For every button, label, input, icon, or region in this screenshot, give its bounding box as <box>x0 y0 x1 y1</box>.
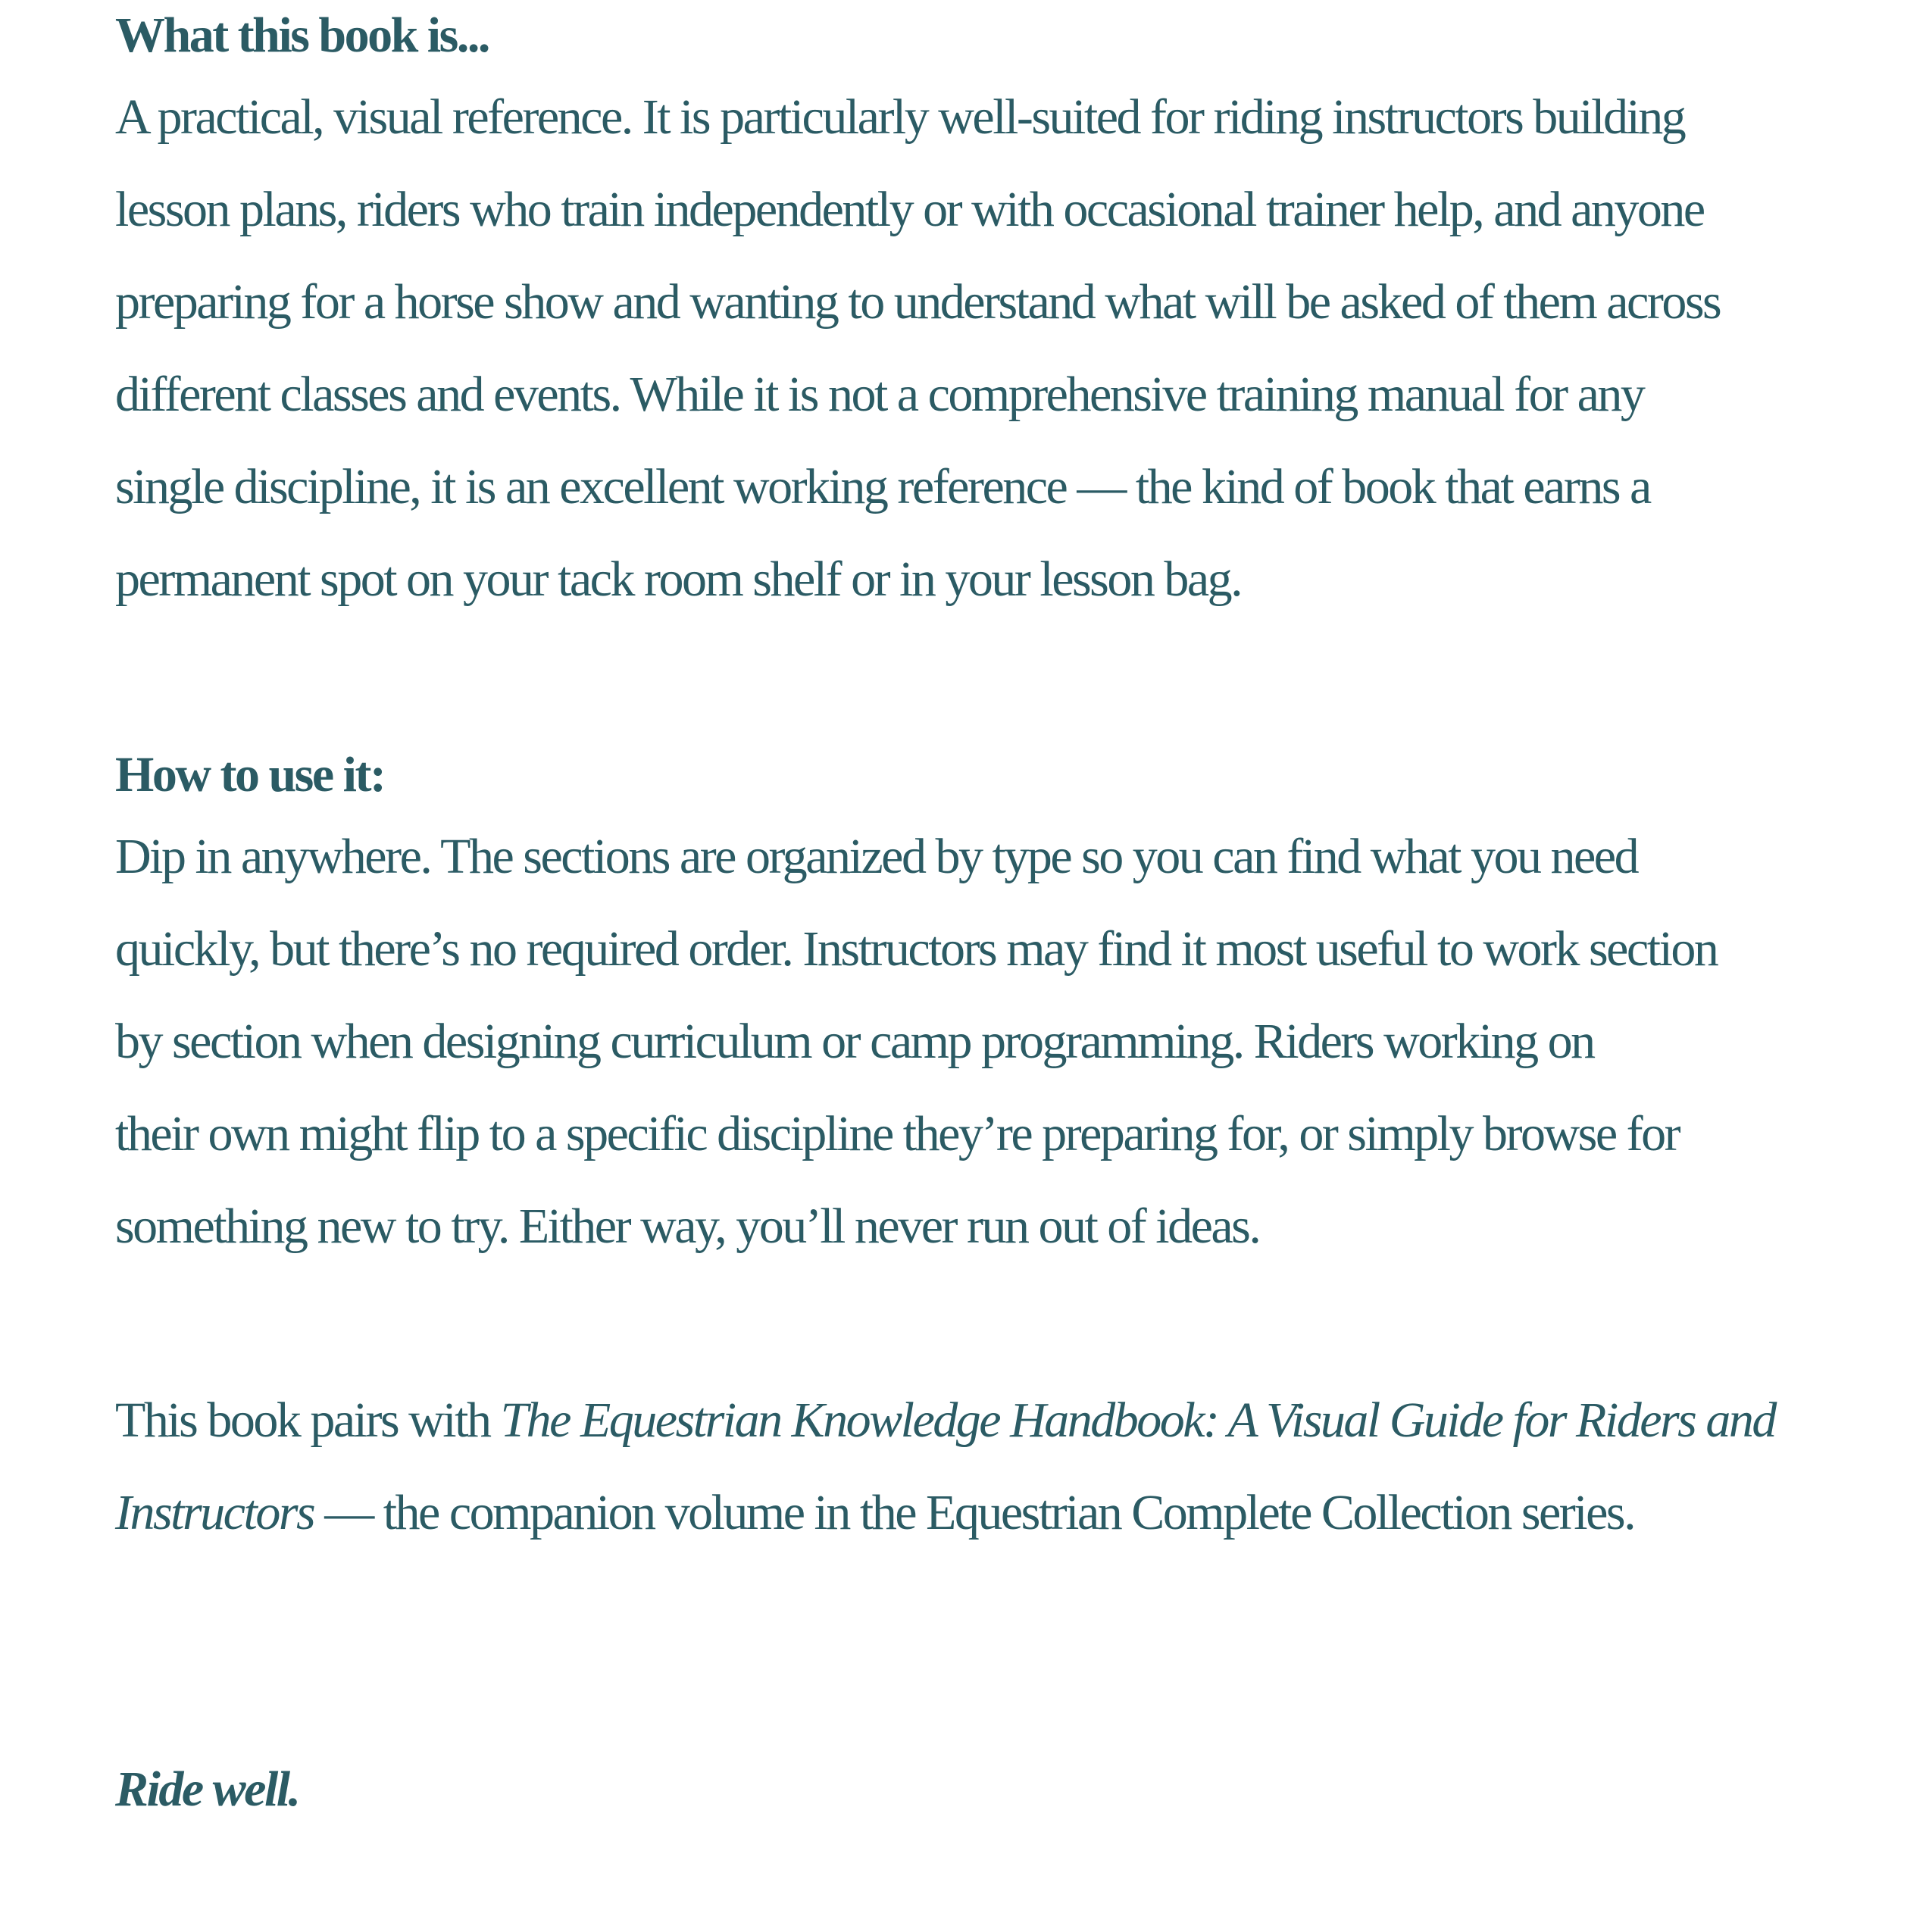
paragraph-line: their own might flip to a specific discipline they’re preparing for, or simply browse for <box>115 1106 1680 1161</box>
companion-suffix: — the companion volume in the Equestrian Complete Collection series. <box>314 1485 1635 1540</box>
section-how-to-use-it <box>115 739 1858 1273</box>
paragraph-line: A practical, visual reference. It is particularly well-suited for riding instructors building <box>115 89 1685 145</box>
paragraph-line: different classes and events. While it is not a comprehensive training manual for any <box>115 367 1644 422</box>
paragraph-line: quickly, but there’s no required order. Instructors may find it most useful to work section <box>115 921 1718 977</box>
signoff-block <box>115 1752 1858 1827</box>
section-heading-what-this-book-is: What this book is... <box>115 8 489 63</box>
paragraph-line: Dip in anywhere. The sections are organized by type so you can find what you need <box>115 829 1638 884</box>
companion-note <box>115 1374 1858 1559</box>
signoff: Ride well. <box>115 1762 299 1817</box>
paragraph-line: something new to try. Either way, you’ll never run out of ideas. <box>115 1199 1260 1254</box>
companion-line-1 <box>115 1393 1775 1448</box>
paragraph-line: lesson plans, riders who train independently or with occasional trainer help, and anyone <box>115 182 1704 237</box>
section-what-this-book-is <box>115 0 1858 626</box>
paragraph-line: preparing for a horse show and wanting to understand what will be asked of them across <box>115 274 1721 330</box>
companion-line-2 <box>115 1485 1635 1540</box>
paragraph-line: permanent spot on your tack room shelf or in your lesson bag. <box>115 552 1242 607</box>
companion-book-title: The Equestrian Knowledge Handbook: A Visual Guide for Riders and <box>500 1393 1775 1448</box>
paragraph-line: by section when designing curriculum or camp programming. Riders working on <box>115 1014 1594 1069</box>
companion-book-title-cont: Instructors <box>115 1485 314 1540</box>
section-heading-how-to-use-it: How to use it: <box>115 747 385 802</box>
paragraph-line: single discipline, it is an excellent working reference — the kind of book that earns a <box>115 459 1650 514</box>
companion-prefix: This book pairs with <box>115 1393 501 1448</box>
